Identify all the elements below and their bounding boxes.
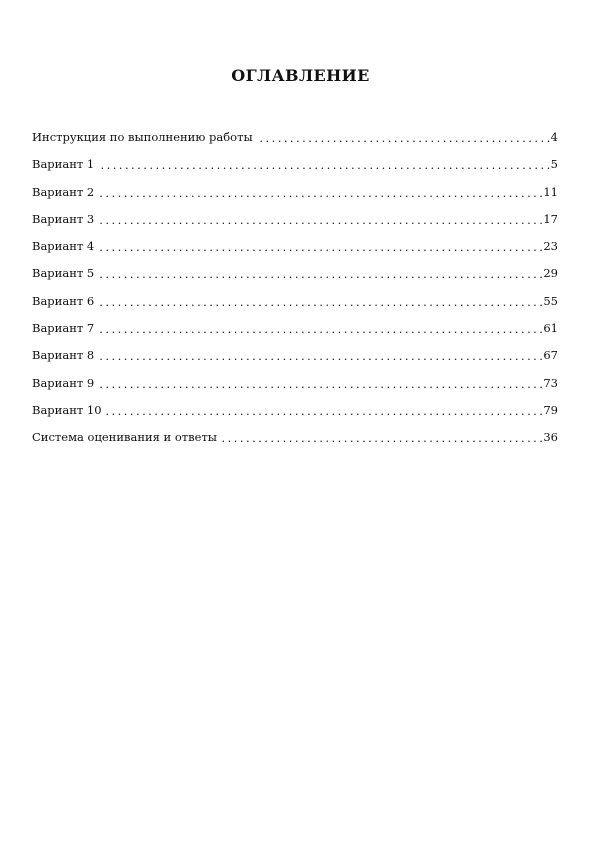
toc-entry-variant-2 <box>32 184 558 211</box>
toc-dot-leader <box>256 131 550 145</box>
toc-entry-page-number: 4 <box>550 130 558 144</box>
toc-entry-page-number: 73 <box>543 375 558 390</box>
toc-dot-leader <box>97 240 542 254</box>
toc-entry-label: Вариант 7 <box>32 321 95 336</box>
toc-dot-leader <box>97 186 542 200</box>
toc-entry-page-number: 29 <box>543 266 558 281</box>
toc-dot-leader <box>97 322 542 336</box>
toc-entry-variant-4 <box>32 238 558 265</box>
toc-entry-page-number: 61 <box>543 321 558 336</box>
toc-entry-grading-and-answers <box>32 429 558 456</box>
toc-entry-label: Вариант 10 <box>32 402 102 417</box>
toc-entry-variant-5 <box>32 265 558 292</box>
toc-entry-label: Вариант 8 <box>32 348 95 363</box>
toc-entry-page-number: 5 <box>550 157 558 172</box>
toc-entry-variant-10 <box>32 402 558 429</box>
toc-entry-variant-3 <box>32 211 558 238</box>
toc-entry-page-number: 11 <box>543 184 558 199</box>
toc-entry-variant-1 <box>32 156 558 183</box>
toc-dot-leader <box>220 431 542 445</box>
toc-entry-label: Вариант 5 <box>32 266 95 281</box>
toc-entry-label: Инструкция по выполнению работы <box>32 130 253 144</box>
toc-dot-leader <box>105 404 543 418</box>
toc-entry-label: Вариант 4 <box>32 239 95 254</box>
toc-entry-variant-8 <box>32 347 558 374</box>
toc-entry-variant-7 <box>32 320 558 347</box>
toc-entry-instructions <box>32 129 558 156</box>
toc-entry-page-number: 36 <box>543 430 558 445</box>
toc-entry-page-number: 79 <box>543 402 558 417</box>
toc-entry-page-number: 17 <box>543 211 558 226</box>
toc-title: ОГЛАВЛЕНИЕ <box>231 66 370 85</box>
toc-dot-leader <box>97 349 542 363</box>
toc-dot-leader <box>97 158 549 172</box>
toc-dot-leader <box>97 267 542 281</box>
toc-entry-page-number: 55 <box>543 293 558 308</box>
toc-entry-label: Вариант 2 <box>32 184 95 199</box>
toc-entry-label: Вариант 3 <box>32 211 95 226</box>
toc-entry-variant-6 <box>32 293 558 320</box>
toc-entry-page-number: 67 <box>543 348 558 363</box>
toc-entry-page-number: 23 <box>543 239 558 254</box>
toc-entry-label: Система оценивания и ответы <box>32 430 217 445</box>
toc-list <box>32 129 558 457</box>
toc-entry-variant-9 <box>32 375 558 402</box>
toc-entry-label: Вариант 9 <box>32 375 95 390</box>
toc-dot-leader <box>97 377 542 391</box>
toc-entry-label: Вариант 1 <box>32 157 95 172</box>
toc-dot-leader <box>97 295 542 309</box>
toc-entry-label: Вариант 6 <box>32 293 95 308</box>
toc-dot-leader <box>97 213 542 227</box>
